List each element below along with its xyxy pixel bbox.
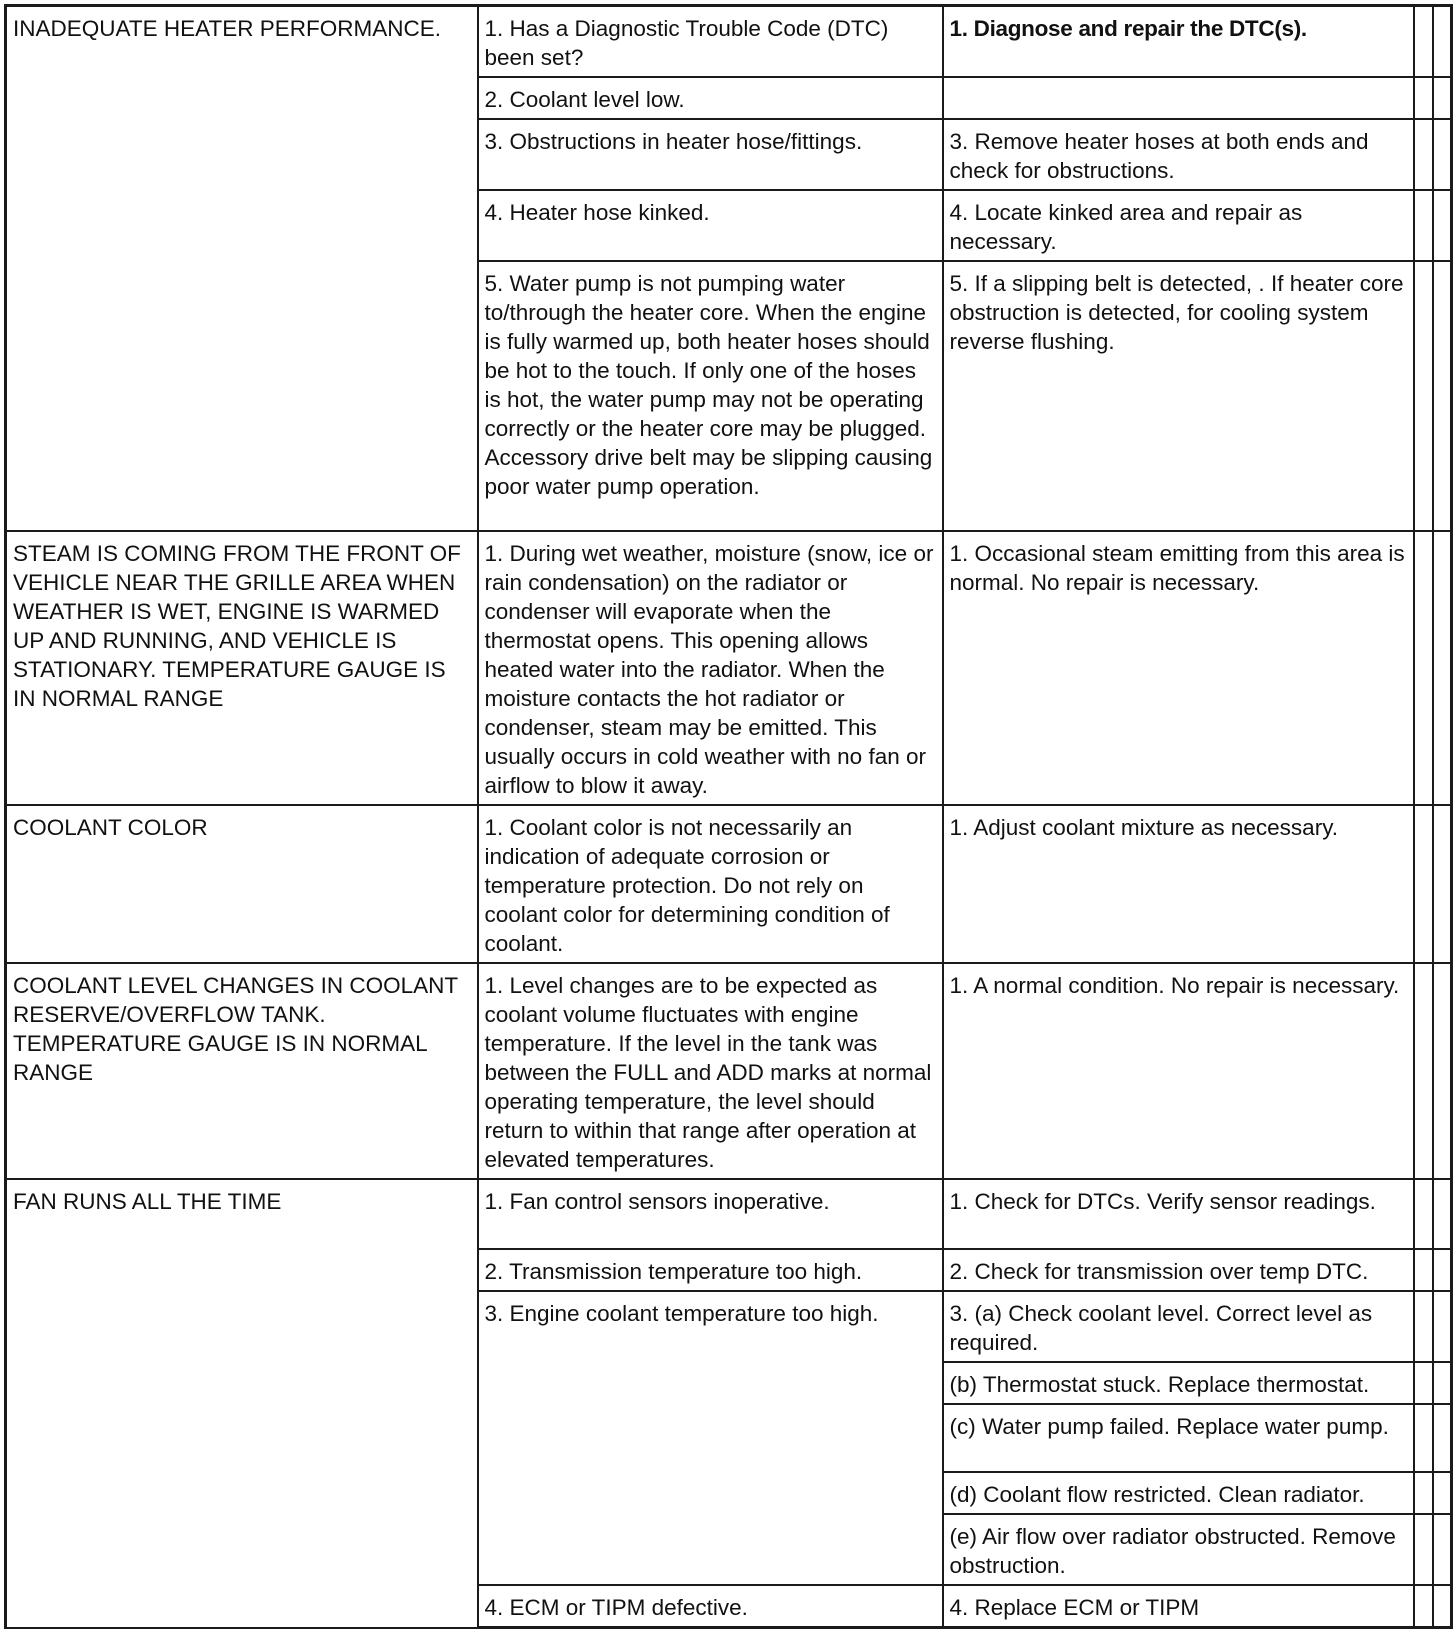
cause-cell: 2. Transmission temperature too high. bbox=[478, 1249, 943, 1291]
check-box-cell bbox=[1414, 1249, 1433, 1291]
cause-cell: 1. Level changes are to be expected as coolant volume fluctuates with engine temperature. If the level in the tank was between the FULL and ADD marks at normal operating temperature, the level should return to within that range after operation at elevated temperatures. bbox=[478, 963, 943, 1179]
check-box-cell bbox=[1433, 1249, 1452, 1291]
check-box-cell bbox=[1433, 1291, 1452, 1362]
cause-cell: 4. Heater hose kinked. bbox=[478, 190, 943, 261]
check-box-cell bbox=[1433, 119, 1452, 190]
check-box-cell bbox=[1414, 119, 1433, 190]
check-box-cell bbox=[1414, 1362, 1433, 1404]
table-row bbox=[6, 6, 1452, 78]
condition-cell: FAN RUNS ALL THE TIME bbox=[6, 1179, 478, 1628]
cause-cell: 3. Engine coolant temperature too high. bbox=[478, 1291, 943, 1585]
check-box-cell bbox=[1414, 1291, 1433, 1362]
check-box-cell bbox=[1433, 1362, 1452, 1404]
check-box-cell bbox=[1433, 1472, 1452, 1514]
check-box-cell bbox=[1414, 963, 1433, 1179]
cause-cell: 3. Obstructions in heater hose/fittings. bbox=[478, 119, 943, 190]
check-box-cell bbox=[1414, 1404, 1433, 1472]
correction-cell: 4. Locate kinked area and repair as necessary. bbox=[943, 190, 1414, 261]
correction-cell: (b) Thermostat stuck. Replace thermostat. bbox=[943, 1362, 1414, 1404]
check-box-cell bbox=[1433, 1179, 1452, 1249]
correction-cell: 1. Occasional steam emitting from this area is normal. No repair is necessary. bbox=[943, 531, 1414, 805]
table-row bbox=[6, 963, 1452, 1179]
correction-cell: 1. A normal condition. No repair is necessary. bbox=[943, 963, 1414, 1179]
correction-cell: 2. Check for transmission over temp DTC. bbox=[943, 1249, 1414, 1291]
check-box-cell bbox=[1433, 77, 1452, 119]
cause-cell: 5. Water pump is not pumping water to/through the heater core. When the engine is fully warmed up, both heater hoses should be hot to the touch. If only one of the hoses is hot, the water pump may not be operating correctly or the heater core may be plugged. Accessory drive belt may be slipping causing poor water pump operation. bbox=[478, 261, 943, 531]
check-box-cell bbox=[1433, 1514, 1452, 1585]
correction-cell: 3. (a) Check coolant level. Correct level as required. bbox=[943, 1291, 1414, 1362]
check-box-cell bbox=[1433, 6, 1452, 78]
cause-cell: 1. Has a Diagnostic Trouble Code (DTC) been set? bbox=[478, 6, 943, 78]
correction-cell: 3. Remove heater hoses at both ends and check for obstructions. bbox=[943, 119, 1414, 190]
check-box-cell bbox=[1414, 531, 1433, 805]
correction-cell: 1. Diagnose and repair the DTC(s). bbox=[943, 6, 1414, 78]
cause-cell: 1. Fan control sensors inoperative. bbox=[478, 1179, 943, 1249]
condition-cell: INADEQUATE HEATER PERFORMANCE. bbox=[6, 6, 478, 532]
table-row bbox=[6, 1179, 1452, 1249]
correction-cell: 1. Adjust coolant mixture as necessary. bbox=[943, 805, 1414, 963]
check-box-cell bbox=[1433, 190, 1452, 261]
cause-cell: 2. Coolant level low. bbox=[478, 77, 943, 119]
diagnosis-table bbox=[4, 4, 1453, 1629]
check-box-cell bbox=[1414, 190, 1433, 261]
correction-cell: (e) Air flow over radiator obstructed. Remove obstruction. bbox=[943, 1514, 1414, 1585]
correction-cell: (c) Water pump failed. Replace water pump. bbox=[943, 1404, 1414, 1472]
cause-cell: 1. Coolant color is not necessarily an indication of adequate corrosion or temperature protection. Do not rely on coolant color for determining condition of coolant. bbox=[478, 805, 943, 963]
correction-cell: (d) Coolant flow restricted. Clean radiator. bbox=[943, 1472, 1414, 1514]
check-box-cell bbox=[1414, 6, 1433, 78]
correction-cell: 4. Replace ECM or TIPM bbox=[943, 1585, 1414, 1628]
check-box-cell bbox=[1414, 1179, 1433, 1249]
check-box-cell bbox=[1433, 1585, 1452, 1628]
correction-cell: 5. If a slipping belt is detected, . If heater core obstruction is detected, for cooling system reverse flushing. bbox=[943, 261, 1414, 531]
check-box-cell bbox=[1433, 531, 1452, 805]
table-row bbox=[6, 805, 1452, 963]
check-box-cell bbox=[1414, 1514, 1433, 1585]
check-box-cell bbox=[1433, 261, 1452, 531]
check-box-cell bbox=[1414, 77, 1433, 119]
correction-cell bbox=[943, 77, 1414, 119]
check-box-cell bbox=[1433, 805, 1452, 963]
cause-cell: 4. ECM or TIPM defective. bbox=[478, 1585, 943, 1628]
condition-cell: COOLANT LEVEL CHANGES IN COOLANT RESERVE/OVERFLOW TANK. TEMPERATURE GAUGE IS IN NORMAL RANGE bbox=[6, 963, 478, 1179]
diagnosis-sheet bbox=[4, 4, 1452, 1620]
check-box-cell bbox=[1414, 1472, 1433, 1514]
table-row bbox=[6, 531, 1452, 805]
cause-cell: 1. During wet weather, moisture (snow, ice or rain condensation) on the radiator or condenser will evaporate when the thermostat opens. This opening allows heated water into the radiator. When the moisture contacts the hot radiator or condenser, steam may be emitted. This usually occurs in cold weather with no fan or airflow to blow it away. bbox=[478, 531, 943, 805]
check-box-cell bbox=[1433, 1404, 1452, 1472]
check-box-cell bbox=[1433, 963, 1452, 1179]
check-box-cell bbox=[1414, 805, 1433, 963]
correction-cell: 1. Check for DTCs. Verify sensor readings. bbox=[943, 1179, 1414, 1249]
check-box-cell bbox=[1414, 1585, 1433, 1628]
check-box-cell bbox=[1414, 261, 1433, 531]
condition-cell: COOLANT COLOR bbox=[6, 805, 478, 963]
condition-cell: STEAM IS COMING FROM THE FRONT OF VEHICLE NEAR THE GRILLE AREA WHEN WEATHER IS WET, ENGINE IS WARMED UP AND RUNNING, AND VEHICLE IS STATIONARY. TEMPERATURE GAUGE IS IN NORMAL RANGE bbox=[6, 531, 478, 805]
